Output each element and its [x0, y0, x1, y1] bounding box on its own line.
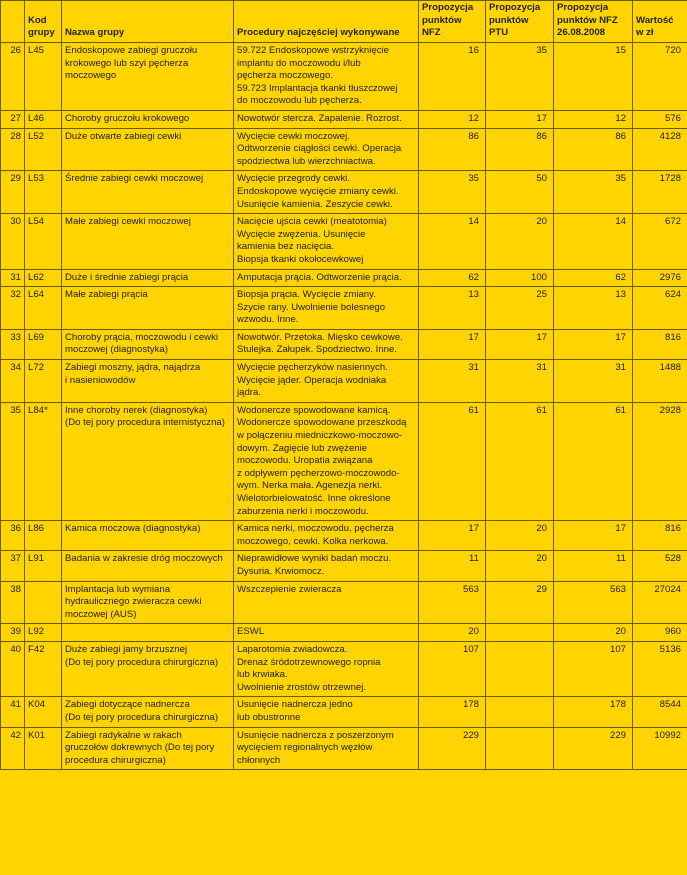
row-number: 26 — [1, 43, 25, 111]
group-name: Zabiegi radykalne w rakach gruczołów dokrewnych (Do tej pory procedura chirurgiczna) — [62, 727, 234, 770]
points-nfz: 14 — [419, 214, 486, 269]
value-pln: 4128 — [633, 128, 687, 171]
procedures: Wycięcie pęcherzyków nasiennych. Wycięcie jąder. Operacja wodniaka jądra. — [234, 360, 419, 403]
value-pln: 816 — [633, 521, 687, 551]
header-nfz: Propozycja punktów NFZ — [419, 1, 486, 43]
value-pln: 720 — [633, 43, 687, 111]
points-nfz-2008: 17 — [554, 329, 633, 359]
group-code: L92 — [25, 624, 62, 642]
header-wartosc: Wartość w zł — [633, 1, 687, 43]
points-nfz-2008: 13 — [554, 287, 633, 330]
group-code: K04 — [25, 697, 62, 727]
procedures: Usunięcie nadnercza z poszerzonym wycięciem regionalnych węzłów chłonnych — [234, 727, 419, 770]
table-row — [1, 727, 687, 770]
points-ptu: 17 — [486, 329, 554, 359]
procedures: Wycięcie przegrody cewki. Endoskopowe wycięcie zmiany cewki. Usunięcie kamienia. Zeszycie cewki. — [234, 171, 419, 214]
points-nfz: 17 — [419, 329, 486, 359]
header-row — [1, 1, 687, 43]
points-nfz-2008: 17 — [554, 521, 633, 551]
procedures: ESWL — [234, 624, 419, 642]
procedures: Nieprawidłowe wyniki badań moczu. Dysuria. Krwiomocz. — [234, 551, 419, 581]
procedures: Biopsja prącia. Wycięcie zmiany. Szycie rany. Uwolnienie bolesnego wzwodu. Inne. — [234, 287, 419, 330]
group-name — [62, 624, 234, 642]
group-name: Średnie zabiegi cewki moczowej — [62, 171, 234, 214]
group-name: Duże i średnie zabiegi prącia — [62, 269, 234, 287]
group-code: L84* — [25, 402, 62, 520]
group-name: Zabiegi moszny, jądra, najądrza i nasieniowodów — [62, 360, 234, 403]
group-code: L91 — [25, 551, 62, 581]
group-name: Implantacja lub wymiana hydraulicznego zwieracza cewki moczowej (AUS) — [62, 581, 234, 624]
group-name: Małe zabiegi cewki moczowej — [62, 214, 234, 269]
procedures: Wycięcie cewki moczowej. Odtworzenie ciągłości cewki. Operacja spodziectwa lub wierzchniactwa. — [234, 128, 419, 171]
row-number: 33 — [1, 329, 25, 359]
points-nfz-2008: 11 — [554, 551, 633, 581]
header-procedury: Procedury najczęściej wykonywane — [234, 1, 419, 43]
table-row — [1, 641, 687, 696]
value-pln: 2928 — [633, 402, 687, 520]
value-pln: 672 — [633, 214, 687, 269]
table-row — [1, 269, 687, 287]
points-nfz: 229 — [419, 727, 486, 770]
points-nfz: 86 — [419, 128, 486, 171]
group-name: Inne choroby nerek (diagnostyka) (Do tej pory procedura internistyczna) — [62, 402, 234, 520]
procedures: Laparotomia zwiadowcza. Drenaż śródotrzewnowego ropnia lub krwiaka. Uwolnienie zrostów otrzewnej. — [234, 641, 419, 696]
points-nfz-2008: 563 — [554, 581, 633, 624]
points-nfz-2008: 31 — [554, 360, 633, 403]
points-nfz-2008: 15 — [554, 43, 633, 111]
points-nfz-2008: 12 — [554, 110, 633, 128]
header-nazwa: Nazwa grupy — [62, 1, 234, 43]
group-code: L54 — [25, 214, 62, 269]
row-number: 35 — [1, 402, 25, 520]
table-row — [1, 171, 687, 214]
points-ptu: 20 — [486, 521, 554, 551]
table-row — [1, 43, 687, 111]
procedures: Amputacja prącia. Odtworzenie prącia. — [234, 269, 419, 287]
table-row — [1, 214, 687, 269]
group-code: F42 — [25, 641, 62, 696]
value-pln: 8544 — [633, 697, 687, 727]
row-number: 37 — [1, 551, 25, 581]
row-number: 36 — [1, 521, 25, 551]
points-nfz-2008: 178 — [554, 697, 633, 727]
row-number: 32 — [1, 287, 25, 330]
points-nfz: 62 — [419, 269, 486, 287]
header-nfz2008: Propozycja punktów NFZ 26.08.2008 — [554, 1, 633, 43]
value-pln: 27024 — [633, 581, 687, 624]
points-nfz-2008: 229 — [554, 727, 633, 770]
points-ptu: 35 — [486, 43, 554, 111]
points-ptu — [486, 697, 554, 727]
value-pln: 10992 — [633, 727, 687, 770]
procedures: Nacięcie ujścia cewki (meatotomia) Wycięcie zwężenia. Usunięcie kamienia bez nacięcia. Biopsja tkanki okołocewkowej — [234, 214, 419, 269]
table-row — [1, 329, 687, 359]
points-nfz: 31 — [419, 360, 486, 403]
points-nfz: 11 — [419, 551, 486, 581]
group-code: L86 — [25, 521, 62, 551]
points-ptu: 17 — [486, 110, 554, 128]
points-ptu: 86 — [486, 128, 554, 171]
header-ptu: Propozycja punktów PTU — [486, 1, 554, 43]
points-ptu: 61 — [486, 402, 554, 520]
points-nfz-2008: 35 — [554, 171, 633, 214]
table-row — [1, 128, 687, 171]
points-ptu: 31 — [486, 360, 554, 403]
group-name: Duże zabiegi jamy brzusznej (Do tej pory procedura chirurgiczna) — [62, 641, 234, 696]
table-row — [1, 402, 687, 520]
points-nfz: 20 — [419, 624, 486, 642]
group-name: Choroby prącia, moczowodu i cewki moczowej (diagnostyka) — [62, 329, 234, 359]
table-row — [1, 287, 687, 330]
points-ptu — [486, 727, 554, 770]
procedures: 59.722 Endoskopowe wstrzyknięcie implantu do moczowodu i/lub pęcherza moczowego. 59.723 Implantacja tkanki tłuszczowej do moczowodu lub pęcherza. — [234, 43, 419, 111]
group-name: Choroby gruczołu krokowego — [62, 110, 234, 128]
row-number: 30 — [1, 214, 25, 269]
procedures: Usunięcie nadnercza jedno lub obustronne — [234, 697, 419, 727]
table-row — [1, 521, 687, 551]
table-row — [1, 697, 687, 727]
header-lp — [1, 1, 25, 43]
group-code: L72 — [25, 360, 62, 403]
group-name: Zabiegi dotyczące nadnercza (Do tej pory procedura chirurgiczna) — [62, 697, 234, 727]
points-nfz: 12 — [419, 110, 486, 128]
points-ptu: 29 — [486, 581, 554, 624]
table-row — [1, 624, 687, 642]
row-number: 27 — [1, 110, 25, 128]
row-number: 40 — [1, 641, 25, 696]
group-code: L46 — [25, 110, 62, 128]
procedures: Nowotwór stercza. Zapalenie. Rozrost. — [234, 110, 419, 128]
value-pln: 2976 — [633, 269, 687, 287]
points-ptu: 100 — [486, 269, 554, 287]
group-name: Duże otwarte zabiegi cewki — [62, 128, 234, 171]
group-code: L52 — [25, 128, 62, 171]
group-name: Małe zabiegi prącia — [62, 287, 234, 330]
points-nfz: 563 — [419, 581, 486, 624]
points-nfz: 17 — [419, 521, 486, 551]
value-pln: 1728 — [633, 171, 687, 214]
row-number: 38 — [1, 581, 25, 624]
group-code — [25, 581, 62, 624]
group-code: L45 — [25, 43, 62, 111]
points-ptu: 50 — [486, 171, 554, 214]
table-row — [1, 360, 687, 403]
points-nfz-2008: 86 — [554, 128, 633, 171]
points-nfz: 107 — [419, 641, 486, 696]
points-nfz: 13 — [419, 287, 486, 330]
points-nfz-2008: 62 — [554, 269, 633, 287]
group-code: L64 — [25, 287, 62, 330]
row-number: 42 — [1, 727, 25, 770]
group-name: Kamica moczowa (diagnostyka) — [62, 521, 234, 551]
value-pln: 5136 — [633, 641, 687, 696]
table-row — [1, 110, 687, 128]
group-name: Endoskopowe zabiegi gruczołu krokowego lub szyi pęcherza moczowego — [62, 43, 234, 111]
points-ptu: 20 — [486, 214, 554, 269]
procedures: Wodonercze spowodowane kamicą. Wodonercze spowodowane przeszkodą w połączeniu miedniczkowo-moczowo- dowym. Zagięcie lub zwężenie moczowodu. Uropatia związana z odpływem pęcherzowo-moczowodo- wym. Nerka mała. Agenezja nerki. Wielotorbielowatość. Inne określone zaburzenia nerki i moczowodu. — [234, 402, 419, 520]
value-pln: 624 — [633, 287, 687, 330]
header-kod: Kod grupy — [25, 1, 62, 43]
procedures: Wszczepienie zwieracza — [234, 581, 419, 624]
row-number: 34 — [1, 360, 25, 403]
procedures: Nowotwór. Przetoka. Mięsko cewkowe. Stulejka. Załupek. Spodziectwo. Inne. — [234, 329, 419, 359]
group-name: Badania w zakresie dróg moczowych — [62, 551, 234, 581]
points-nfz-2008: 107 — [554, 641, 633, 696]
value-pln: 576 — [633, 110, 687, 128]
group-code: K01 — [25, 727, 62, 770]
row-number: 41 — [1, 697, 25, 727]
value-pln: 528 — [633, 551, 687, 581]
table-row — [1, 551, 687, 581]
table-row — [1, 581, 687, 624]
row-number: 39 — [1, 624, 25, 642]
group-code: L69 — [25, 329, 62, 359]
group-code: L53 — [25, 171, 62, 214]
procedures: Kamica nerki, moczowodu, pęcherza moczowego, cewki. Kolka nerkowa. — [234, 521, 419, 551]
value-pln: 816 — [633, 329, 687, 359]
points-ptu: 25 — [486, 287, 554, 330]
points-ptu: 20 — [486, 551, 554, 581]
points-nfz-2008: 20 — [554, 624, 633, 642]
value-pln: 1488 — [633, 360, 687, 403]
points-ptu — [486, 641, 554, 696]
row-number: 31 — [1, 269, 25, 287]
row-number: 28 — [1, 128, 25, 171]
points-nfz: 35 — [419, 171, 486, 214]
points-nfz-2008: 61 — [554, 402, 633, 520]
points-nfz-2008: 14 — [554, 214, 633, 269]
points-nfz: 61 — [419, 402, 486, 520]
points-ptu — [486, 624, 554, 642]
row-number: 29 — [1, 171, 25, 214]
points-nfz: 178 — [419, 697, 486, 727]
group-code: L62 — [25, 269, 62, 287]
value-pln: 960 — [633, 624, 687, 642]
points-nfz: 16 — [419, 43, 486, 111]
